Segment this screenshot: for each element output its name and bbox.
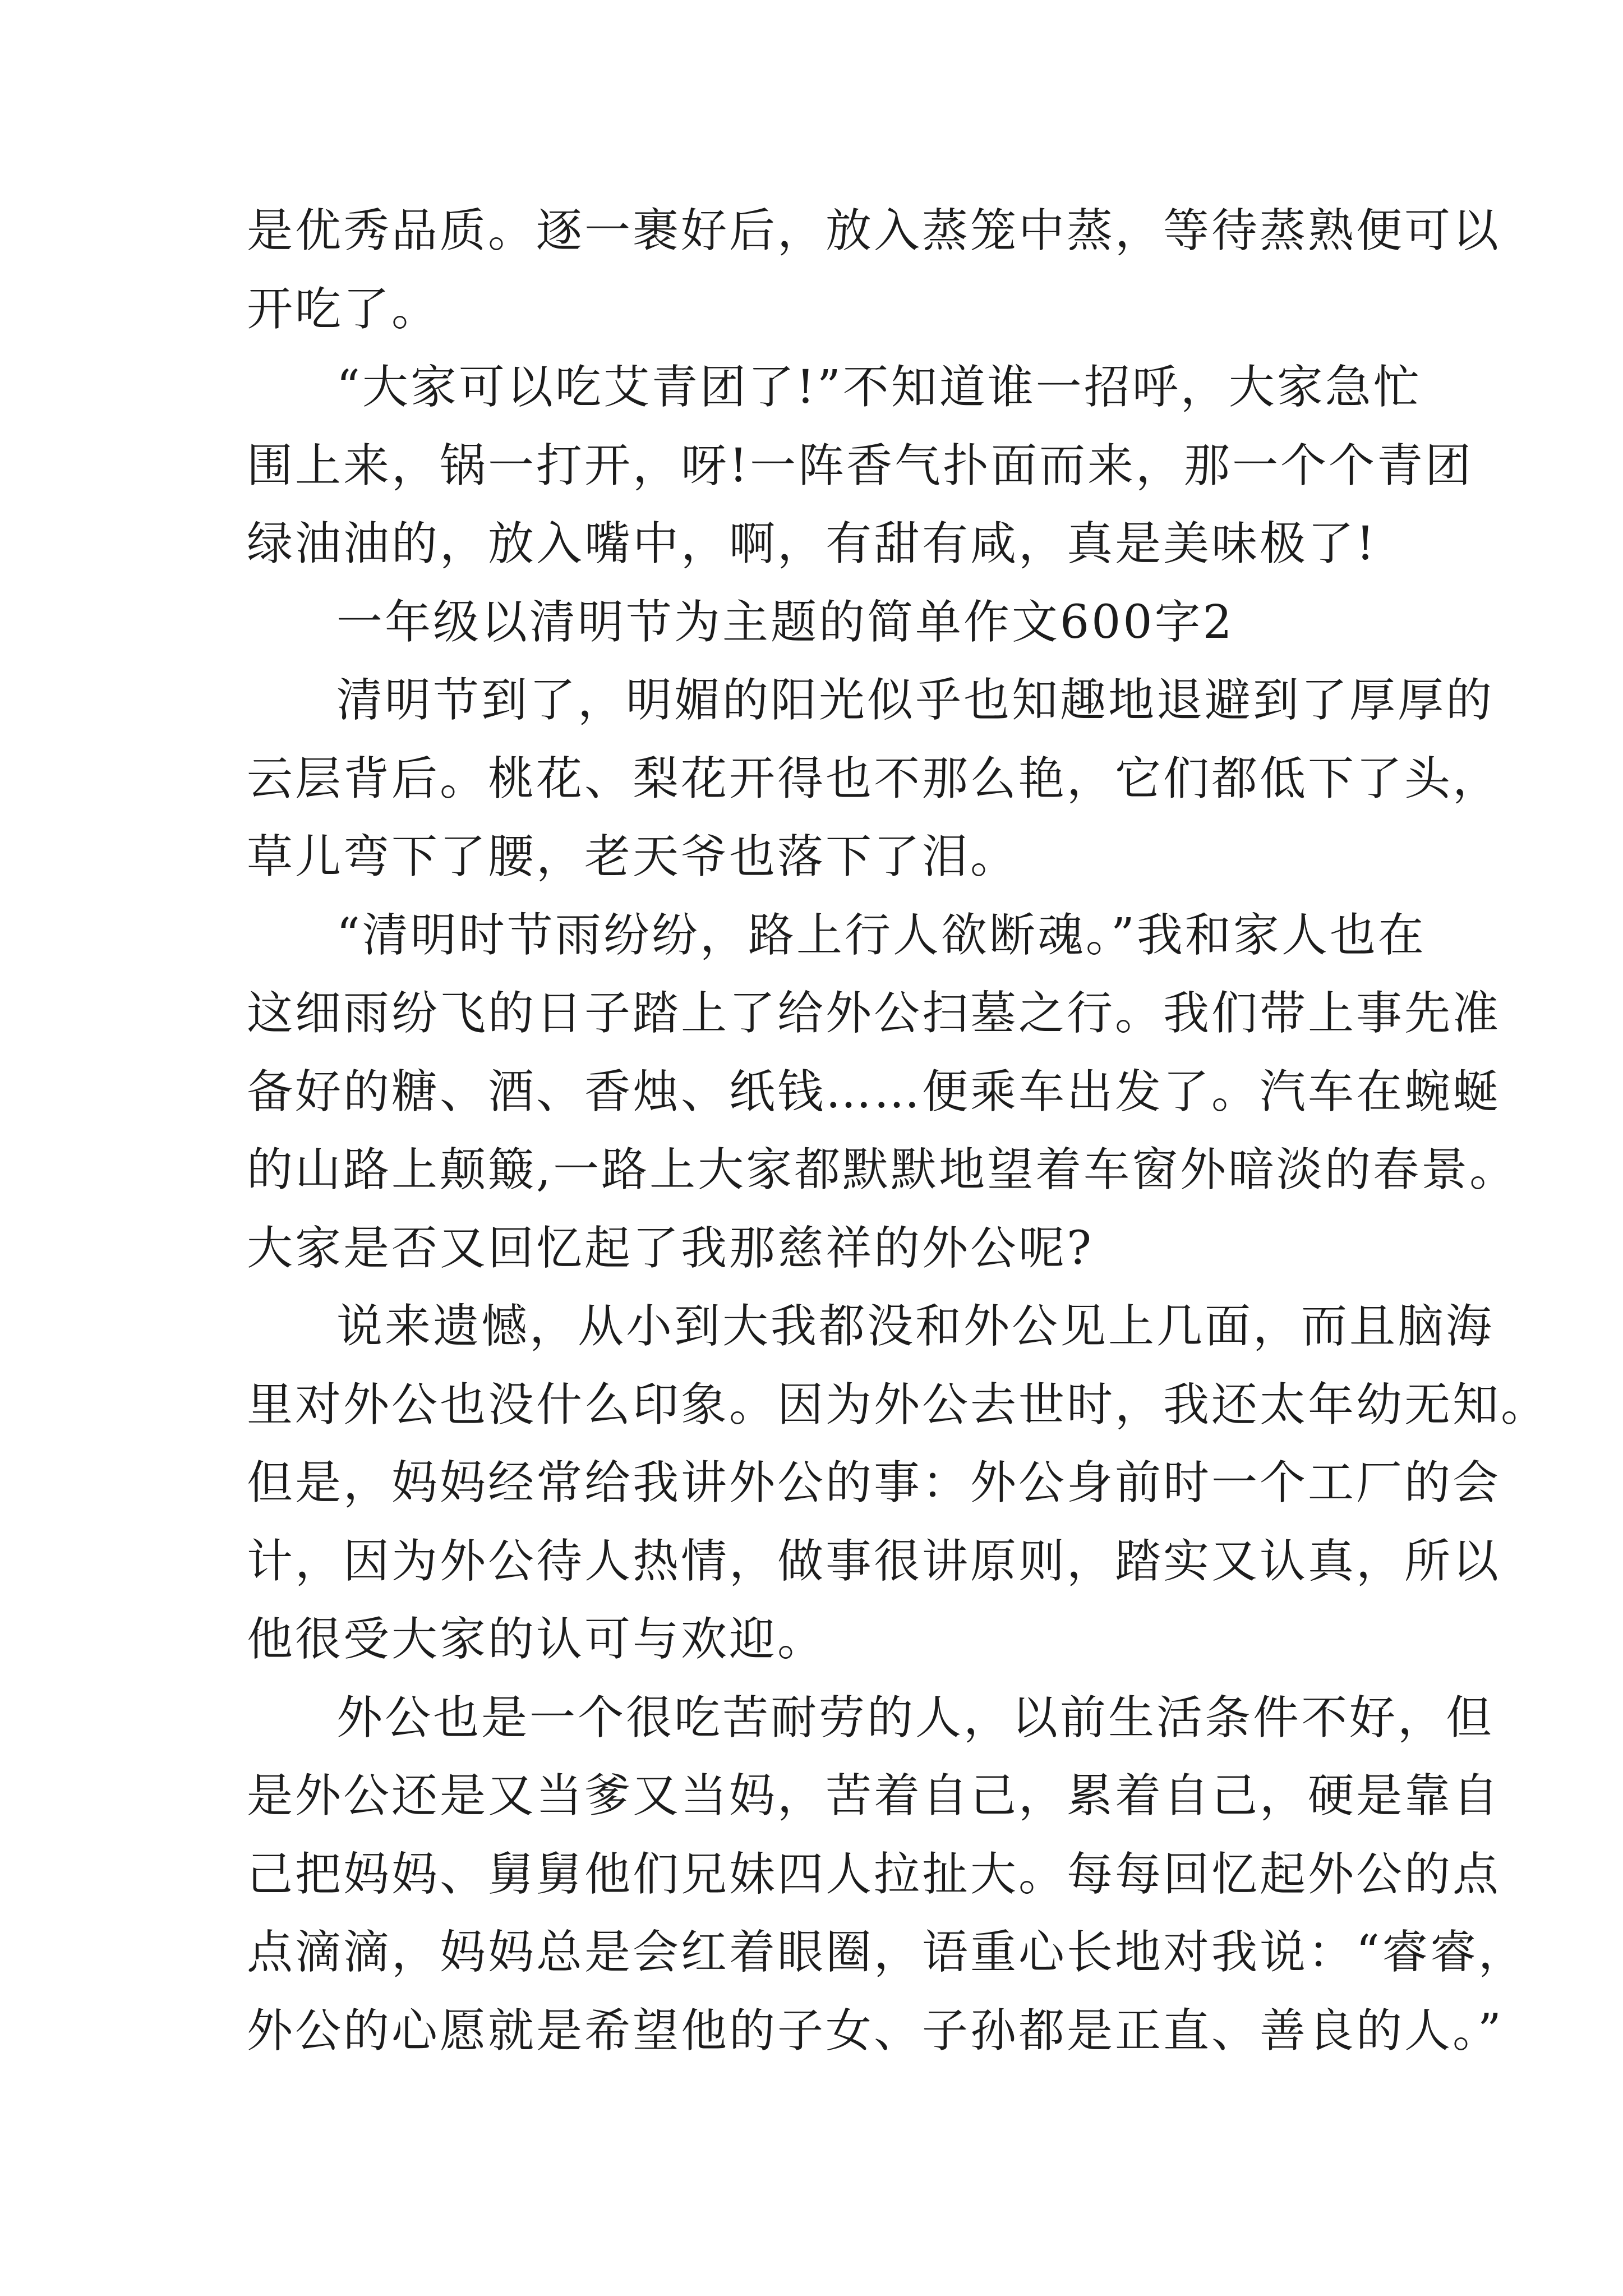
text-line: 一年级以清明节为主题的简单作文600字2 — [336, 595, 1234, 649]
text-line: 的山路上颠簸,一路上大家都默默地望着车窗外暗淡的春景。 — [247, 1143, 1518, 1197]
text-line: “清明时节雨纷纷，路上行人欲断魂。”我和家人也在 — [336, 908, 1426, 962]
text-line: 点滴滴，妈妈总是会红着眼圈，语重心长地对我说：“睿睿， — [247, 1926, 1527, 1979]
text-line: 云层背后。桃花、梨花开得也不那么艳，它们都低下了头， — [247, 752, 1501, 806]
text-line: 清明节到了，明媚的阳光似乎也知趣地退避到了厚厚的 — [336, 674, 1495, 727]
text-line: 草儿弯下了腰，老天爷也落下了泪。 — [247, 830, 1019, 884]
text-line: 里对外公也没什么印象。因为外公去世时，我还太年幼无知。 — [247, 1378, 1550, 1432]
text-line: 这细雨纷飞的日子踏上了给外公扫墓之行。我们带上事先准 — [247, 987, 1501, 1040]
text-line: 外公的心愿就是希望他的子女、子孙都是正直、善良的人。” — [247, 2004, 1504, 2058]
text-line: 外公也是一个很吃苦耐劳的人，以前生活条件不好，但 — [336, 1691, 1495, 1745]
text-line: “大家可以吃艾青团了!”不知道谁一招呼，大家急忙 — [336, 361, 1422, 414]
text-line: 围上来，锅一打开，呀!一阵香气扑面而来，那一个个青团 — [247, 439, 1473, 493]
body-text — [247, 192, 1550, 2070]
text-line: 开吃了。 — [247, 282, 440, 336]
text-line: 是外公还是又当爹又当妈，苦着自己，累着自己，硬是靠自 — [247, 1769, 1501, 1823]
text-line: 是优秀品质。逐一裹好后，放入蒸笼中蒸，等待蒸熟便可以 — [247, 204, 1501, 257]
text-line: 但是，妈妈经常给我讲外公的事：外公身前时一个工厂的会 — [247, 1456, 1501, 1510]
text-line: 大家是否又回忆起了我那慈祥的外公呢? — [247, 1221, 1094, 1275]
text-line: 说来遗憾，从小到大我都没和外公见上几面，而且脑海 — [336, 1300, 1495, 1353]
text-line: 绿油油的，放入嘴中，啊，有甜有咸，真是美味极了! — [247, 517, 1377, 570]
text-line: 计，因为外公待人热情，做事很讲原则，踏实又认真，所以 — [247, 1534, 1501, 1588]
text-line: 己把妈妈、舅舅他们兄妹四人拉扯大。每每回忆起外公的点 — [247, 1847, 1501, 1901]
text-line: 备好的糖、酒、香烛、纸钱……便乘车出发了。汽车在蜿蜒 — [247, 1065, 1501, 1119]
text-line: 他很受大家的认可与欢迎。 — [247, 1613, 826, 1666]
